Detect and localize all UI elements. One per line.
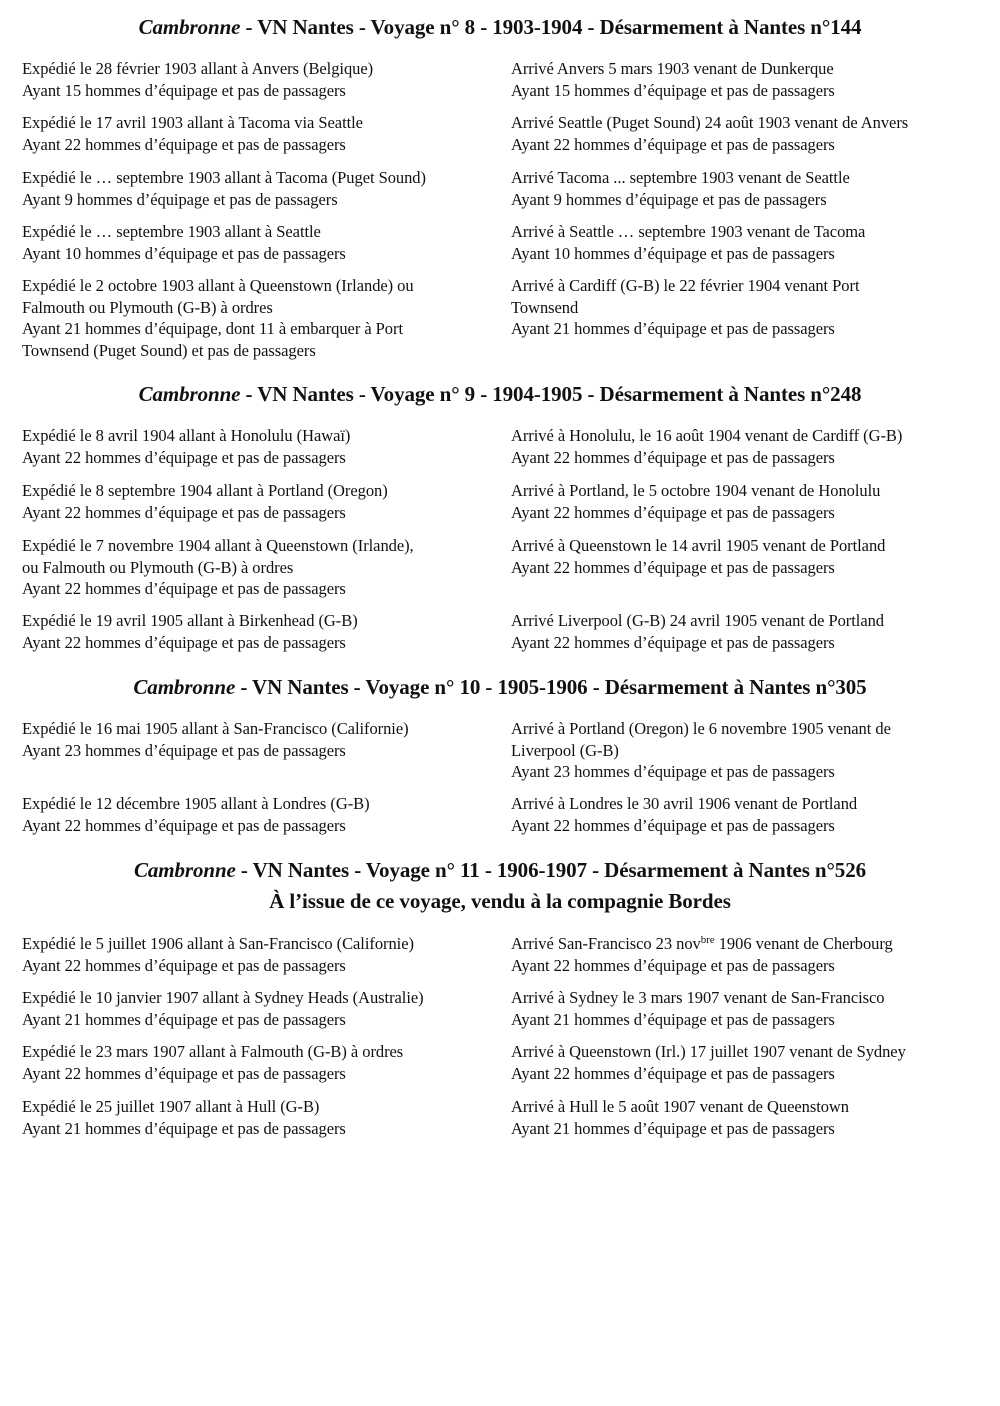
voyage-heading <box>0 855 1000 886</box>
crew-line: Ayant 22 hommes d’équipage et pas de passagers <box>22 955 346 975</box>
crew-line: Ayant 15 hommes d’équipage et pas de passagers <box>22 80 346 100</box>
departure-record <box>22 610 492 653</box>
arrival-line: Arrivé Seattle (Puget Sound) 24 août 1903 venant de Anvers <box>511 113 909 132</box>
arrival-line: Arrivé à Sydney le 3 mars 1907 venant de San-Francisco <box>511 988 885 1007</box>
departure-line: Expédié le 19 avril 1905 allant à Birkenhead (G-B) <box>22 611 358 630</box>
departure-line: Expédié le 2 octobre 1903 allant à Queenstown (Irlande) ou <box>22 276 414 295</box>
crew-line: Townsend (Puget Sound) et pas de passagers <box>22 341 316 361</box>
crew-line: Ayant 22 hommes d’équipage et pas de passagers <box>511 1063 835 1083</box>
crew-line: Ayant 10 hommes d’équipage et pas de passagers <box>511 243 835 263</box>
crew-line: Ayant 22 hommes d’équipage et pas de passagers <box>511 557 835 577</box>
arrival-line: Arrivé Liverpool (G-B) 24 avril 1905 venant de Portland <box>511 611 884 630</box>
arrival-record <box>511 221 981 264</box>
ship-name: Cambronne <box>138 382 241 406</box>
crew-line: Ayant 22 hommes d’équipage et pas de passagers <box>22 1063 346 1083</box>
crew-line: Ayant 21 hommes d’équipage et pas de passagers <box>22 1118 346 1138</box>
departure-record <box>22 535 492 600</box>
departure-record <box>22 987 492 1030</box>
arrival-record <box>511 425 981 468</box>
voyage-heading <box>0 379 1000 410</box>
departure-line: Expédié le 12 décembre 1905 allant à Londres (G-B) <box>22 794 370 813</box>
crew-line: Ayant 21 hommes d’équipage, dont 11 à embarquer à Port <box>22 319 403 339</box>
crew-line: Ayant 22 hommes d’équipage et pas de passagers <box>22 134 346 154</box>
crew-line: Ayant 21 hommes d’équipage et pas de passagers <box>511 1118 835 1138</box>
crew-line: Ayant 10 hommes d’équipage et pas de passagers <box>22 243 346 263</box>
arrival-record <box>511 167 981 210</box>
departure-record <box>22 1096 492 1139</box>
arrival-record <box>511 480 981 523</box>
arrival-line: Arrivé à Portland, le 5 octobre 1904 venant de Honolulu <box>511 481 881 500</box>
crew-line: Ayant 22 hommes d’équipage et pas de passagers <box>511 815 835 835</box>
crew-line: Ayant 22 hommes d’équipage et pas de passagers <box>511 955 835 975</box>
arrival-record <box>511 1096 981 1139</box>
crew-line: Ayant 22 hommes d’équipage et pas de passagers <box>22 502 346 522</box>
arrival-record <box>511 933 981 976</box>
crew-line: Ayant 23 hommes d’équipage et pas de passagers <box>22 740 346 760</box>
departure-line: ou Falmouth ou Plymouth (G-B) à ordres <box>22 557 294 577</box>
departure-record <box>22 793 492 836</box>
arrival-record <box>511 793 981 836</box>
arrival-record <box>511 987 981 1030</box>
departure-record <box>22 718 492 761</box>
departure-line: Expédié le 23 mars 1907 allant à Falmouth (G-B) à ordres <box>22 1042 404 1061</box>
arrival-line: Arrivé Anvers 5 mars 1903 venant de Dunkerque <box>511 59 834 78</box>
arrival-line: Arrivé à Hull le 5 août 1907 venant de Queenstown <box>511 1097 850 1116</box>
departure-record <box>22 1041 492 1084</box>
crew-line: Ayant 22 hommes d’équipage et pas de passagers <box>511 502 835 522</box>
arrival-line: Arrivé à Cardiff (G-B) le 22 février 1904 venant Port <box>511 276 860 295</box>
arrival-line: Arrivé à Londres le 30 avril 1906 venant de Portland <box>511 794 858 813</box>
crew-line: Ayant 15 hommes d’équipage et pas de passagers <box>511 80 835 100</box>
voyage-heading <box>0 12 1000 43</box>
voyage-heading <box>0 672 1000 703</box>
ship-name: Cambronne <box>133 858 236 882</box>
crew-line: Ayant 23 hommes d’équipage et pas de passagers <box>511 762 835 782</box>
departure-line: Expédié le 8 septembre 1904 allant à Portland (Oregon) <box>22 481 388 500</box>
departure-record <box>22 58 492 101</box>
departure-line: Expédié le … septembre 1903 allant à Tacoma (Puget Sound) <box>22 168 426 187</box>
arrival-line: Arrivé à Portland (Oregon) le 6 novembre 1905 venant de <box>511 719 891 738</box>
departure-line: Falmouth ou Plymouth (G-B) à ordres <box>22 297 273 317</box>
voyage-heading-text: - VN Nantes - Voyage n° 9 - 1904-1905 - Désarmement à Nantes n°248 <box>240 382 862 406</box>
departure-record <box>22 275 492 362</box>
arrival-text: Arrivé San-Francisco 23 nov <box>511 934 701 953</box>
arrival-line: Townsend <box>511 297 579 317</box>
crew-line: Ayant 21 hommes d’équipage et pas de passagers <box>511 319 835 339</box>
departure-line: Expédié le 25 juillet 1907 allant à Hull (G-B) <box>22 1097 320 1116</box>
arrival-line: Liverpool (G-B) <box>511 740 619 760</box>
arrival-text: 1906 venant de Cherbourg <box>714 934 893 953</box>
crew-line: Ayant 9 hommes d’équipage et pas de passagers <box>511 189 827 209</box>
voyage-heading-text: - VN Nantes - Voyage n° 8 - 1903-1904 - Désarmement à Nantes n°144 <box>240 15 862 39</box>
voyage-heading-text: - VN Nantes - Voyage n° 11 - 1906-1907 - Désarmement à Nantes n°526 <box>235 858 867 882</box>
departure-line: Expédié le 28 février 1903 allant à Anvers (Belgique) <box>22 59 374 78</box>
departure-record <box>22 112 492 155</box>
arrival-record <box>511 535 981 578</box>
departure-line: Expédié le 17 avril 1903 allant à Tacoma via Seattle <box>22 113 363 132</box>
departure-line: Expédié le 7 novembre 1904 allant à Queenstown (Irlande), <box>22 536 414 555</box>
crew-line: Ayant 22 hommes d’équipage et pas de passagers <box>22 632 346 652</box>
departure-line: Expédié le … septembre 1903 allant à Seattle <box>22 222 321 241</box>
departure-record <box>22 425 492 468</box>
ship-name: Cambronne <box>138 15 241 39</box>
arrival-line: Arrivé à Queenstown (Irl.) 17 juillet 1907 venant de Sydney <box>511 1042 906 1061</box>
departure-line: Expédié le 10 janvier 1907 allant à Sydney Heads (Australie) <box>22 988 424 1007</box>
crew-line: Ayant 22 hommes d’équipage et pas de passagers <box>511 134 835 154</box>
arrival-record <box>511 275 981 340</box>
voyage-subtitle: À l’issue de ce voyage, vendu à la compagnie Bordes <box>269 889 731 913</box>
departure-line: Expédié le 5 juillet 1906 allant à San-Francisco (Californie) <box>22 934 414 953</box>
departure-record <box>22 167 492 210</box>
departure-record <box>22 933 492 976</box>
crew-line: Ayant 21 hommes d’équipage et pas de passagers <box>22 1009 346 1029</box>
departure-line: Expédié le 16 mai 1905 allant à San-Francisco (Californie) <box>22 719 409 738</box>
arrival-line: Arrivé à Honolulu, le 16 août 1904 venant de Cardiff (G-B) <box>511 426 903 445</box>
crew-line: Ayant 9 hommes d’équipage et pas de passagers <box>22 189 338 209</box>
arrival-record <box>511 1041 981 1084</box>
month-abbrev-superscript: bre <box>700 934 715 946</box>
arrival-record <box>511 112 981 155</box>
crew-line: Ayant 22 hommes d’équipage et pas de passagers <box>22 579 346 599</box>
departure-record <box>22 221 492 264</box>
departure-line: Expédié le 8 avril 1904 allant à Honolulu (Hawaï) <box>22 426 351 445</box>
arrival-record <box>511 610 981 653</box>
arrival-line <box>511 933 981 955</box>
arrival-line: Arrivé Tacoma ... septembre 1903 venant de Seattle <box>511 168 850 187</box>
crew-line: Ayant 22 hommes d’équipage et pas de passagers <box>22 815 346 835</box>
voyage-heading-text: - VN Nantes - Voyage n° 10 - 1905-1906 - Désarmement à Nantes n°305 <box>235 675 867 699</box>
crew-line: Ayant 21 hommes d’équipage et pas de passagers <box>511 1009 835 1029</box>
arrival-line: Arrivé à Queenstown le 14 avril 1905 venant de Portland <box>511 536 886 555</box>
ship-name: Cambronne <box>133 675 236 699</box>
arrival-record <box>511 718 981 783</box>
crew-line: Ayant 22 hommes d’équipage et pas de passagers <box>511 632 835 652</box>
crew-line: Ayant 22 hommes d’équipage et pas de passagers <box>511 447 835 467</box>
arrival-record <box>511 58 981 101</box>
crew-line: Ayant 22 hommes d’équipage et pas de passagers <box>22 447 346 467</box>
departure-record <box>22 480 492 523</box>
arrival-line: Arrivé à Seattle … septembre 1903 venant de Tacoma <box>511 222 866 241</box>
